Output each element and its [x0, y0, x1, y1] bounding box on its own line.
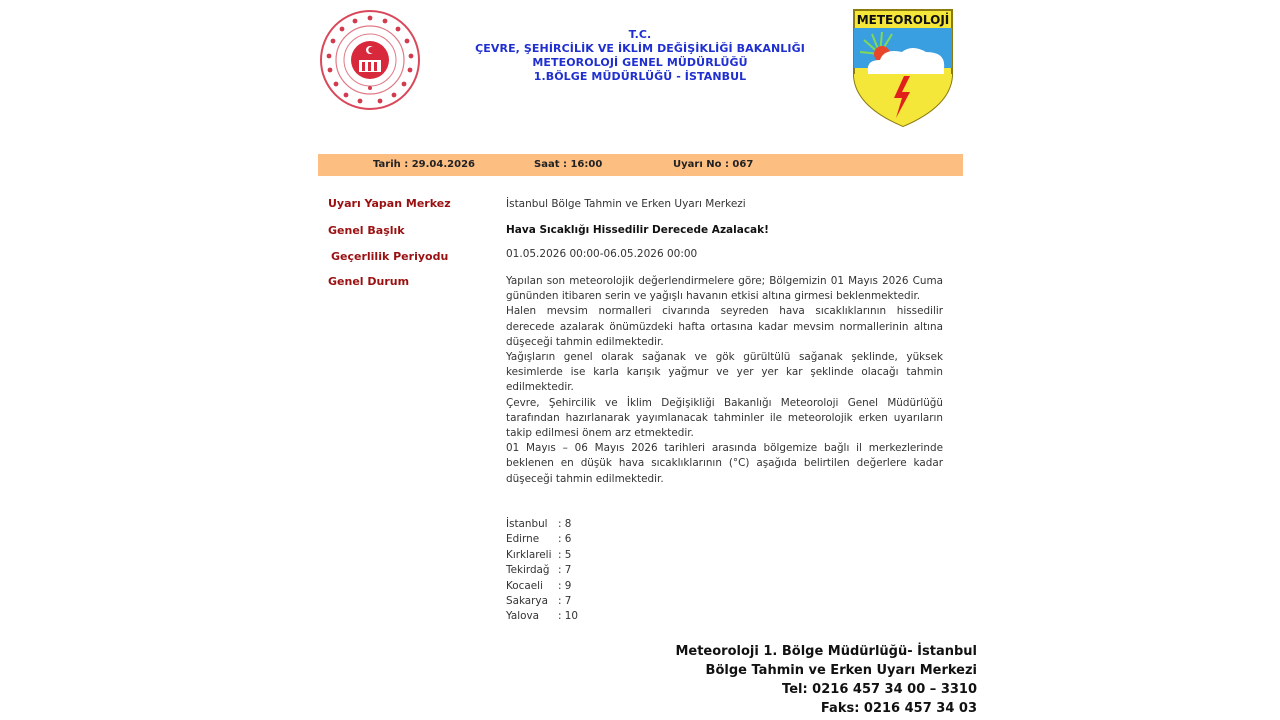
ministry-emblem-icon [318, 8, 422, 112]
temperature-row [506, 563, 578, 578]
warning-time: Saat : 16:00 [534, 159, 603, 170]
shield-title: METEOROLOJİ [856, 13, 950, 27]
city-name: Kırklareli [506, 548, 552, 561]
period-label: Geçerlilik Periyodu [331, 250, 449, 263]
footer-office: Meteoroloji 1. Bölge Müdürlüğü- İstanbul [675, 644, 977, 659]
city-name: Yalova [506, 610, 540, 623]
city-min-temp: : 9 [558, 579, 572, 592]
header-tc: T.C. [628, 28, 652, 41]
city-name: İstanbul [506, 518, 548, 530]
title-label: Genel Başlık [328, 224, 405, 237]
info-bar [318, 154, 963, 176]
body-paragraph: Yapılan son meteorolojik değerlendirmelere göre; Bölgemizin 01 Mayıs 2026 Cuma gününden itibaren serin ve yağışlı havanın etkisi altına girmesi beklenmektedir. [506, 275, 943, 303]
city-min-temp: : 5 [558, 548, 572, 561]
header-ministry: ÇEVRE, ŞEHİRCİLİK VE İKLİM DEĞİŞİKLİĞİ BAKANLIĞI [475, 42, 805, 55]
title-value: Hava Sıcaklığı Hissedilir Derecede Azalacak! [506, 224, 769, 236]
temperature-row [506, 594, 578, 609]
city-min-temp: : 7 [558, 564, 572, 577]
city-name: Tekirdağ [506, 564, 550, 577]
body-paragraph: Çevre, Şehircilik ve İklim Değişikliği Bakanlığı Meteoroloji Genel Müdürlüğü tarafından hazırlanarak yayımlanacak tahminler ile meteorolojik erken uyarıların takip edilmesi önem arz etmektedir. [506, 396, 943, 440]
footer-phone: Tel: 0216 457 34 00 – 3310 [782, 682, 977, 697]
city-min-temp: : 10 [558, 610, 579, 623]
warning-number: Uyarı No : 067 [673, 159, 754, 170]
temperature-row [506, 579, 578, 594]
city-min-temp: : 7 [558, 595, 572, 608]
footer-center: Bölge Tahmin ve Erken Uyarı Merkezi [705, 663, 977, 678]
body-paragraph: 01 Mayıs – 06 Mayıs 2026 tarihleri arasında bölgemize bağlı il merkezlerinde beklenen en düşük hava sıcaklıklarının (°C) aşağıda belirtilen değerlere kadar düşeceği tahmin edilmektedir. [506, 442, 943, 485]
city-name: Sakarya [506, 595, 548, 608]
center-label: Uyarı Yapan Merkez [328, 197, 451, 210]
temperature-row [506, 517, 578, 532]
temperature-list [506, 517, 578, 625]
body-paragraph: Halen mevsim normalleri civarında seyreden hava sıcaklıklarının hissedilir derecede azalarak önümüzdeki hafta ortasına kadar mevsim normallerinin altına düşeceği tahmin edilmektedir. [506, 305, 943, 348]
city-name: Kocaeli [506, 579, 543, 592]
status-body [506, 274, 943, 487]
meteoroloji-shield-icon [850, 6, 956, 128]
contact-footer [675, 642, 977, 718]
warning-date: Tarih : 29.04.2026 [373, 159, 475, 170]
warning-document [310, 0, 977, 720]
header-directorate: METEOROLOJİ GENEL MÜDÜRLÜĞÜ [532, 56, 748, 69]
temperature-row [506, 532, 578, 547]
period-value: 01.05.2026 00:00-06.05.2026 00:00 [506, 248, 698, 260]
city-name: Edirne [506, 533, 540, 546]
body-paragraph: Yağışların genel olarak sağanak ve gök gürültülü sağanak şeklinde, yüksek kesimlerde ise karla karışık yağmur ve yer yer kar şeklinde olacağı tahmin edilmektedir. [506, 351, 943, 394]
temperature-row [506, 548, 578, 563]
temperature-row [506, 609, 578, 624]
center-value: İstanbul Bölge Tahmin ve Erken Uyarı Merkezi [506, 198, 746, 210]
city-min-temp: : 6 [558, 533, 572, 546]
footer-fax: Faks: 0216 457 34 03 [820, 701, 977, 716]
city-min-temp: : 8 [558, 518, 572, 530]
status-label: Genel Durum [328, 275, 410, 288]
header-title-block [430, 28, 850, 84]
header-regional-office: 1.BÖLGE MÜDÜRLÜĞÜ - İSTANBUL [533, 70, 747, 83]
